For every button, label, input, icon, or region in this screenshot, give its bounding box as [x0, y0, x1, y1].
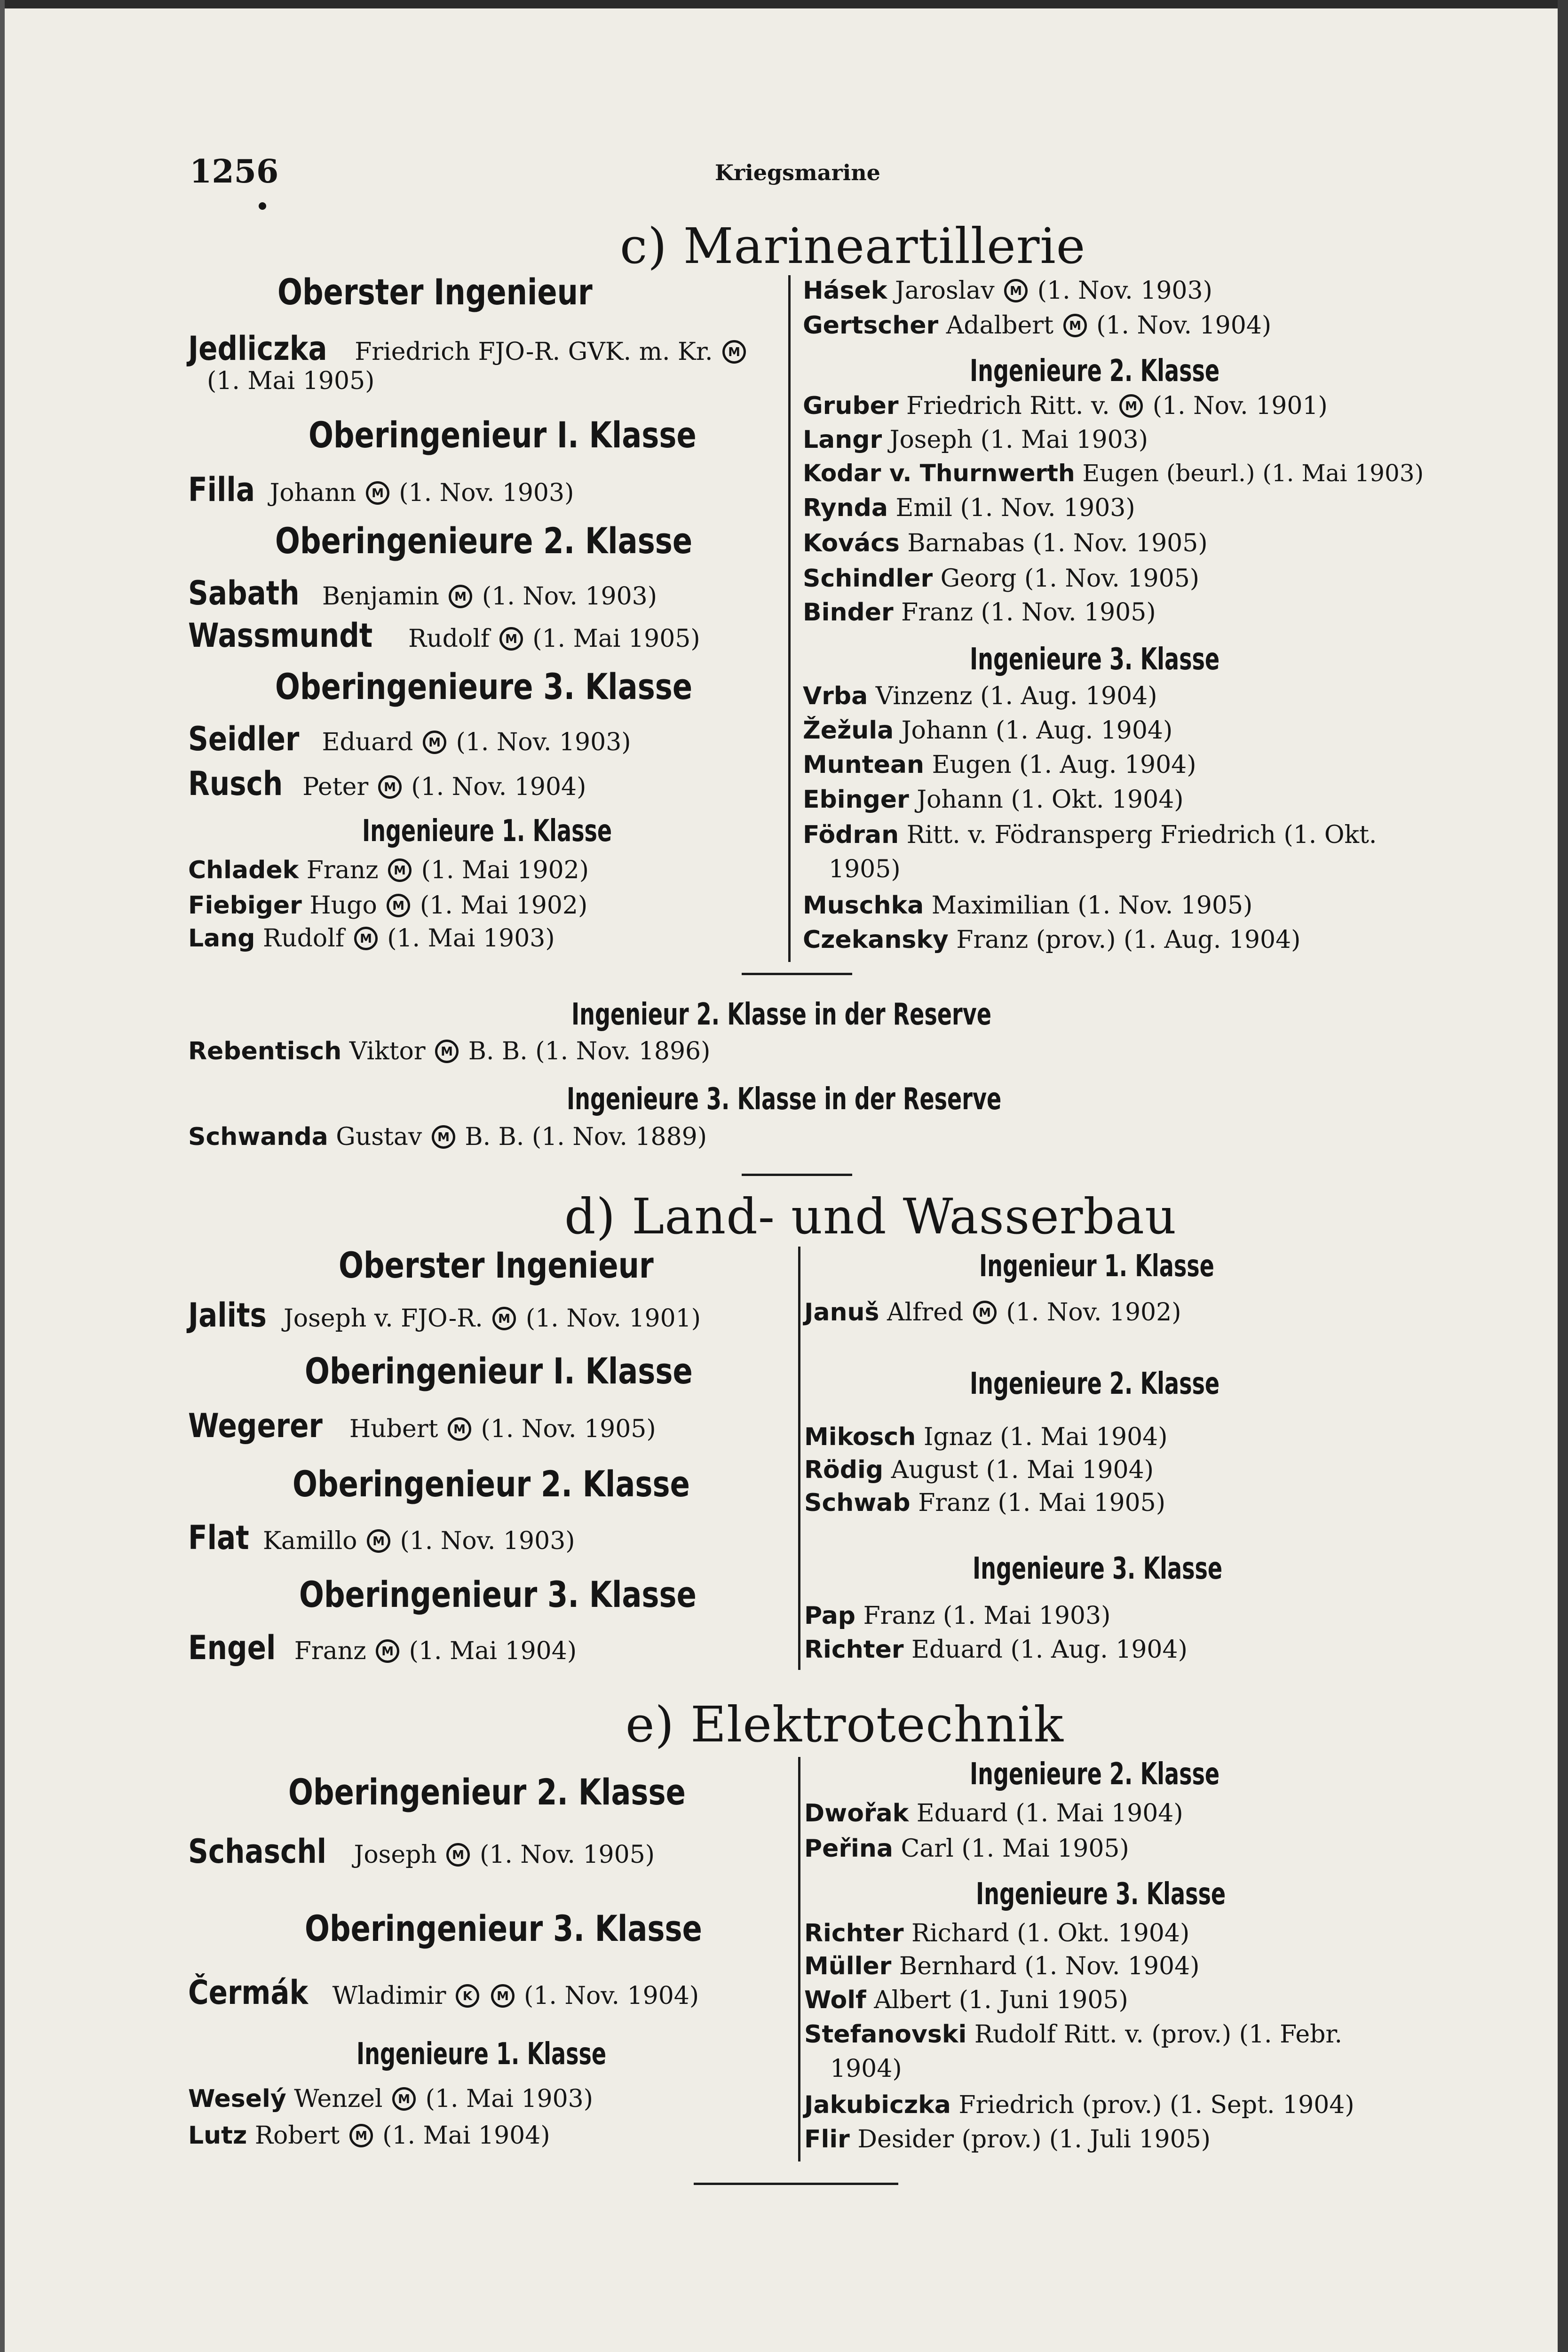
entry-firstname: Eduard — [916, 1799, 1008, 1828]
entry-firstname: Kamillo — [263, 1527, 357, 1555]
entry-surname: Muntean — [803, 751, 925, 779]
rank-heading: Oberingenieure 2. Klasse — [275, 520, 693, 562]
entry-firstname: Joseph — [354, 1841, 437, 1869]
entry-fiebiger — [188, 891, 587, 920]
entry-date: (1. Nov. 1903) — [1037, 277, 1212, 305]
entry-kodar — [803, 460, 1424, 487]
entry-date: (1. Sept. 1904) — [1169, 2091, 1354, 2119]
entry-firstname: Ritt. v. Födransperg Friedrich — [906, 821, 1276, 849]
rank-heading: Oberingenieure 3. Klasse — [275, 666, 693, 707]
military-merit-icon — [392, 2087, 416, 2111]
entry-surname: Hásek — [803, 277, 887, 305]
entry-firstname: Johann — [269, 479, 356, 507]
entry-firstname: Rudolf Ritt. v. (prov.) — [974, 2020, 1232, 2049]
entry-perina — [804, 1835, 1129, 1863]
entry-firstname: Joseph — [889, 426, 973, 454]
entry-surname: Lutz — [188, 2122, 247, 2150]
entry-date: (1. Nov. 1889) — [531, 1123, 707, 1151]
entry-surname: Gertscher — [803, 311, 939, 340]
entry-continuation: 1904) — [830, 2055, 902, 2083]
entry-firstname: Franz — [863, 1602, 935, 1630]
entry-firstname: Rudolf — [408, 625, 490, 653]
rank-heading: Oberingenieur I. Klasse — [309, 414, 697, 456]
entry-date: (1. Mai 1903) — [425, 2085, 594, 2113]
entry-surname: Jalits — [188, 1296, 267, 1335]
divider-rule — [742, 973, 852, 975]
entry-binder — [803, 598, 1156, 627]
military-merit-icon — [492, 1307, 516, 1330]
rank-heading: Ingenieure 1. Klasse — [356, 2037, 607, 2072]
entry-date: (1. Mai 1905) — [961, 1835, 1129, 1863]
entry-date: (1. Aug. 1904) — [980, 682, 1157, 710]
entry-surname: Peřina — [804, 1835, 893, 1863]
entry-date: (1. Nov. 1896) — [535, 1037, 711, 1065]
entry-lang — [188, 924, 555, 953]
entry-surname: Czekansky — [803, 926, 949, 954]
entry-details: B. B. — [468, 1037, 528, 1065]
entry-surname: Rusch — [188, 764, 283, 803]
entry-flir — [804, 2125, 1211, 2153]
entry-wassmundt — [188, 616, 700, 655]
entry-surname: Wolf — [804, 1986, 866, 2014]
entry-surname: Rynda — [803, 494, 888, 522]
entry-firstname: Barnabas — [907, 529, 1025, 557]
entry-surname: Wegerer — [188, 1406, 323, 1445]
section-title-d: d) Land- und Wasserbau — [564, 1188, 1177, 1245]
entry-schindler — [803, 564, 1199, 593]
rank-heading: Ingenieur 1. Klasse — [979, 1249, 1214, 1284]
entry-surname: Engel — [188, 1629, 276, 1667]
entry-schwanda — [188, 1123, 707, 1151]
rank-heading: Ingenieure 3. Klasse in der Reserve — [567, 1082, 1002, 1117]
military-merit-icon — [1119, 394, 1143, 418]
entry-firstname: Vinzenz — [875, 682, 973, 710]
entry-date: (1. Okt. 1904) — [1011, 786, 1184, 814]
rank-heading: Ingenieure 3. Klasse — [970, 642, 1220, 677]
entry-firstname: Wladimir — [332, 1982, 446, 2010]
entry-surname: Stefanovski — [804, 2020, 967, 2049]
entry-flat — [188, 1518, 575, 1557]
entry-surname: Dwořak — [804, 1799, 909, 1828]
entry-date: (1. Nov. 1904) — [1024, 1952, 1200, 1980]
entry-surname: Seidler — [188, 720, 300, 758]
entry-date: (1. Nov. 1903) — [400, 1527, 575, 1555]
entry-date: (1. Nov. 1901) — [525, 1304, 701, 1333]
entry-firstname: Maximilian — [931, 891, 1070, 920]
entry-date: (1. Juni 1905) — [958, 1986, 1128, 2014]
entry-firstname: Franz — [956, 926, 1029, 954]
entry-date: (1. Mai 1902) — [421, 856, 589, 884]
rank-heading: Oberingenieur 3. Klasse — [299, 1573, 697, 1615]
entry-rodig — [804, 1456, 1154, 1484]
entry-rebentisch — [188, 1037, 710, 1065]
entry-surname: Sabath — [188, 574, 300, 612]
entry-stefanovski — [804, 2020, 1342, 2049]
entry-surname: Wassmundt — [188, 616, 373, 655]
entry-firstname: Peter — [302, 773, 369, 801]
entry-surname: Rödig — [804, 1456, 884, 1484]
entry-date: (1. Nov. 1904) — [411, 773, 586, 801]
military-merit-icon — [1004, 279, 1028, 302]
entry-cermak — [188, 1973, 699, 2012]
military-merit-icon — [423, 731, 446, 754]
entry-surname: Schwanda — [188, 1123, 328, 1151]
entry-date: (1. Mai 1904) — [409, 1637, 577, 1665]
entry-surname: Schaschl — [188, 1832, 327, 1871]
entry-firstname: Johann — [901, 716, 988, 745]
cross-decoration-icon — [456, 1984, 479, 2008]
entry-gruber — [803, 392, 1328, 420]
entry-date: (1. Aug. 1904) — [995, 716, 1173, 745]
entry-ebinger — [803, 786, 1184, 814]
entry-janus — [804, 1298, 1181, 1327]
entry-firstname: Friedrich Ritt. v. — [906, 392, 1110, 420]
military-merit-icon — [378, 775, 402, 799]
rank-heading: Ingenieure 2. Klasse — [970, 354, 1220, 389]
rank-heading: Oberingenieur 2. Klasse — [288, 1771, 686, 1813]
entry-gertscher — [803, 311, 1271, 340]
entry-date: (1. Nov. 1902) — [1006, 1298, 1181, 1327]
entry-date: (1. Nov. 1903) — [482, 582, 657, 611]
entry-surname: Chladek — [188, 856, 299, 884]
entry-surname: Weselý — [188, 2085, 286, 2113]
entry-date: (1. Aug. 1904) — [1010, 1636, 1188, 1664]
entry-surname: Schindler — [803, 564, 933, 593]
entry-firstname: Eduard — [322, 728, 413, 756]
entry-firstname: Richard — [911, 1919, 1009, 1947]
rank-heading: Oberster Ingenieur — [277, 271, 593, 313]
rank-heading: Ingenieure 2. Klasse — [970, 1757, 1220, 1792]
entry-surname: Fiebiger — [188, 891, 302, 920]
column-divider-c — [788, 275, 791, 962]
entry-firstname: Bernhard — [899, 1952, 1017, 1980]
rank-heading: Ingenieure 3. Klasse — [976, 1877, 1226, 1912]
entry-rusch — [188, 764, 586, 803]
entry-vrba — [803, 682, 1157, 710]
entry-firstname: Desider (prov.) — [857, 2125, 1042, 2153]
entry-jakubiczka — [804, 2091, 1354, 2119]
entry-surname: Rebentisch — [188, 1037, 342, 1065]
divider-rule — [742, 1174, 852, 1176]
entry-date: (1. Mai 1905) — [998, 1489, 1166, 1517]
entry-surname: Födran — [803, 821, 899, 849]
column-divider-e — [798, 1757, 800, 2161]
entry-date: (1. Mai 1903) — [387, 924, 555, 953]
rank-heading: Oberster Ingenieur — [339, 1244, 654, 1286]
entry-firstname: Wenzel — [294, 2085, 383, 2113]
entry-surname: Pap — [804, 1602, 856, 1630]
entry-firstname: Adalbert — [946, 311, 1053, 340]
military-merit-icon — [722, 340, 746, 364]
entry-surname: Mikosch — [804, 1423, 916, 1451]
entry-date: (1. Okt. 1904) — [1017, 1919, 1190, 1947]
entry-surname: Ebinger — [803, 786, 909, 814]
entry-wesely — [188, 2085, 593, 2113]
entry-surname: Langr — [803, 426, 882, 454]
military-merit-icon — [449, 585, 472, 608]
entry-filla — [188, 470, 574, 509]
entry-date: (1. Mai 1904) — [1000, 1423, 1168, 1451]
entry-firstname: Eduard — [911, 1636, 1003, 1664]
entry-surname: Januš — [804, 1298, 879, 1327]
entry-richter-eduard — [804, 1636, 1188, 1664]
entry-wegerer — [188, 1406, 656, 1445]
entry-surname: Flat — [188, 1518, 249, 1557]
military-merit-icon — [387, 894, 410, 917]
entry-surname: Müller — [804, 1952, 892, 1980]
entry-firstname: Emil — [895, 494, 952, 522]
entry-firstname: Georg — [940, 564, 1017, 593]
entry-surname: Jakubiczka — [804, 2091, 951, 2119]
entry-surname: Kovács — [803, 529, 900, 557]
entry-firstname: Rudolf — [263, 924, 345, 953]
entry-details: B. B. — [465, 1123, 524, 1151]
entry-firstname: Franz — [294, 1637, 366, 1665]
entry-date: (1. Nov. 1901) — [1152, 392, 1328, 420]
rank-heading: Oberingenieur 3. Klasse — [305, 1907, 702, 1949]
entry-chladek — [188, 856, 589, 884]
entry-surname: Čermák — [188, 1973, 309, 2012]
military-merit-icon — [491, 1984, 515, 2008]
entry-date: (1. Nov. 1904) — [524, 1982, 699, 2010]
entry-surname: Muschka — [803, 891, 924, 920]
entry-date: (1. Nov. 1905) — [1024, 564, 1200, 593]
entry-firstname: Eugen — [932, 751, 1012, 779]
military-merit-icon — [349, 2124, 373, 2147]
scan-border-left — [0, 0, 5, 2352]
rank-heading: Ingenieure 1. Klasse — [362, 814, 612, 849]
military-merit-icon — [367, 1529, 390, 1553]
entry-firstname: Johann — [917, 786, 1003, 814]
military-merit-icon — [354, 927, 378, 950]
entry-date: (1. Febr. — [1239, 2020, 1343, 2049]
entry-surname: Kodar v. Thurnwerth — [803, 460, 1075, 487]
military-merit-icon — [448, 1417, 471, 1441]
rank-heading: Ingenieure 3. Klasse — [973, 1551, 1223, 1586]
entry-date: (1. Nov. 1903) — [399, 479, 574, 507]
divider-rule — [694, 2183, 898, 2185]
section-title-c: c) Marineartillerie — [620, 217, 1086, 275]
entry-date: (1. Mai 1903) — [980, 426, 1148, 454]
military-merit-icon — [432, 1125, 455, 1149]
entry-firstname: Alfred — [887, 1298, 964, 1327]
entry-lutz — [188, 2122, 550, 2150]
entry-surname: Flir — [804, 2125, 850, 2153]
entry-pap — [804, 1602, 1110, 1630]
entry-jalits — [188, 1296, 701, 1335]
scan-border-top — [0, 0, 1568, 8]
entry-czekansky — [803, 926, 1300, 954]
rank-heading: Oberingenieur 2. Klasse — [293, 1463, 690, 1505]
entry-zezula — [803, 716, 1172, 745]
military-merit-icon — [366, 481, 389, 505]
entry-muller — [804, 1952, 1200, 1980]
entry-seidler — [188, 720, 631, 758]
bullet-dot — [259, 202, 266, 210]
entry-sabath — [188, 574, 657, 612]
military-merit-icon — [388, 858, 412, 882]
column-divider-d — [798, 1247, 800, 1670]
entry-date: (1. Mai 1903) — [942, 1602, 1111, 1630]
entry-date: (1. Aug. 1904) — [1019, 751, 1196, 779]
entry-date: (1. Mai 1902) — [420, 891, 588, 920]
rank-heading: Ingenieur 2. Klasse in der Reserve — [571, 997, 992, 1032]
entry-firstname: Benjamin — [322, 582, 439, 611]
entry-surname: Richter — [804, 1919, 904, 1947]
entry-date: (1. Okt. — [1283, 821, 1377, 849]
entry-kovacs — [803, 529, 1208, 557]
entry-rynda — [803, 494, 1135, 522]
entry-hasek — [803, 277, 1212, 305]
entry-date: (1. Nov. 1903) — [960, 494, 1135, 522]
entry-firstname: Gustav — [336, 1123, 422, 1151]
entry-engel — [188, 1629, 577, 1667]
entry-firstname: Franz — [306, 856, 379, 884]
entry-surname: Filla — [188, 470, 255, 509]
entry-date: (1. Mai 1905) — [532, 625, 700, 653]
military-merit-icon — [1063, 314, 1087, 337]
military-merit-icon — [499, 627, 523, 651]
entry-mikosch — [804, 1423, 1168, 1451]
entry-schwab — [804, 1489, 1165, 1517]
military-merit-icon — [435, 1040, 459, 1063]
entry-surname: Lang — [188, 924, 255, 953]
military-merit-icon — [376, 1639, 399, 1663]
entry-date: (1. Nov. 1905) — [1077, 891, 1253, 920]
entry-schaschl — [188, 1832, 655, 1871]
entry-firstname: Hugo — [309, 891, 377, 920]
entry-continuation: (1. Mai 1905) — [207, 367, 375, 395]
entry-details: Friedrich FJO-R. GVK. m. Kr. — [355, 338, 713, 366]
rank-heading: Ingenieure 2. Klasse — [970, 1367, 1220, 1401]
entry-langr — [803, 426, 1148, 454]
entry-firstname: Viktor — [349, 1037, 426, 1065]
entry-date: (1. Nov. 1905) — [981, 598, 1156, 627]
entry-firstname: August — [891, 1456, 978, 1484]
entry-date: (1. Nov. 1905) — [1032, 529, 1208, 557]
section-title-e: e) Elektrotechnik — [626, 1696, 1064, 1753]
entry-surname: Richter — [804, 1636, 904, 1664]
entry-firstname: Albert — [874, 1986, 951, 2014]
entry-date: (1. Nov. 1903) — [456, 728, 631, 756]
entry-wolf — [804, 1986, 1128, 2014]
entry-muschka — [803, 891, 1252, 920]
entry-firstname: Ignaz — [923, 1423, 992, 1451]
entry-richter-richard — [804, 1919, 1189, 1947]
entry-date: (prov.) (1. Aug. 1904) — [1036, 926, 1301, 954]
entry-date: (1. Mai 1904) — [382, 2122, 550, 2150]
entry-firstname: Joseph v. FJO-R. — [283, 1304, 483, 1333]
rank-heading: Oberingenieur I. Klasse — [305, 1350, 693, 1392]
scan-border-right — [1558, 0, 1568, 2352]
entry-dworak — [804, 1799, 1183, 1828]
entry-surname: Schwab — [804, 1489, 911, 1517]
entry-firstname: Hubert — [349, 1415, 438, 1443]
entry-fodran — [803, 821, 1377, 849]
entry-date: (1. Mai 1904) — [1015, 1799, 1183, 1828]
entry-surname: Žežula — [803, 716, 894, 745]
military-merit-icon — [446, 1843, 470, 1867]
entry-firstname: Robert — [254, 2122, 340, 2150]
running-head: Kriegsmarine — [715, 160, 880, 185]
entry-surname: Gruber — [803, 392, 899, 420]
entry-firstname: Friedrich (prov.) — [958, 2091, 1162, 2119]
entry-date: (1. Juli 1905) — [1049, 2125, 1211, 2153]
page-number: 1256 — [190, 153, 279, 191]
military-merit-icon — [973, 1301, 997, 1324]
entry-surname: Vrba — [803, 682, 868, 710]
entry-surname: Jedliczka — [188, 329, 327, 368]
entry-firstname: Jaroslav — [895, 277, 995, 305]
entry-surname: Binder — [803, 598, 894, 627]
entry-firstname: Eugen — [1082, 460, 1159, 487]
entry-muntean — [803, 751, 1196, 779]
entry-firstname: Franz — [918, 1489, 990, 1517]
entry-date: (1. Nov. 1905) — [479, 1841, 655, 1869]
entry-firstname: Franz — [901, 598, 973, 627]
entry-firstname: Carl — [901, 1835, 954, 1863]
entry-date: (1. Mai 1904) — [986, 1456, 1154, 1484]
entry-date: (beurl.) (1. Mai 1903) — [1166, 460, 1424, 487]
entry-date: (1. Nov. 1904) — [1096, 311, 1272, 340]
entry-continuation: 1905) — [829, 855, 901, 883]
entry-jedliczka — [188, 329, 748, 368]
entry-date: (1. Nov. 1905) — [481, 1415, 656, 1443]
